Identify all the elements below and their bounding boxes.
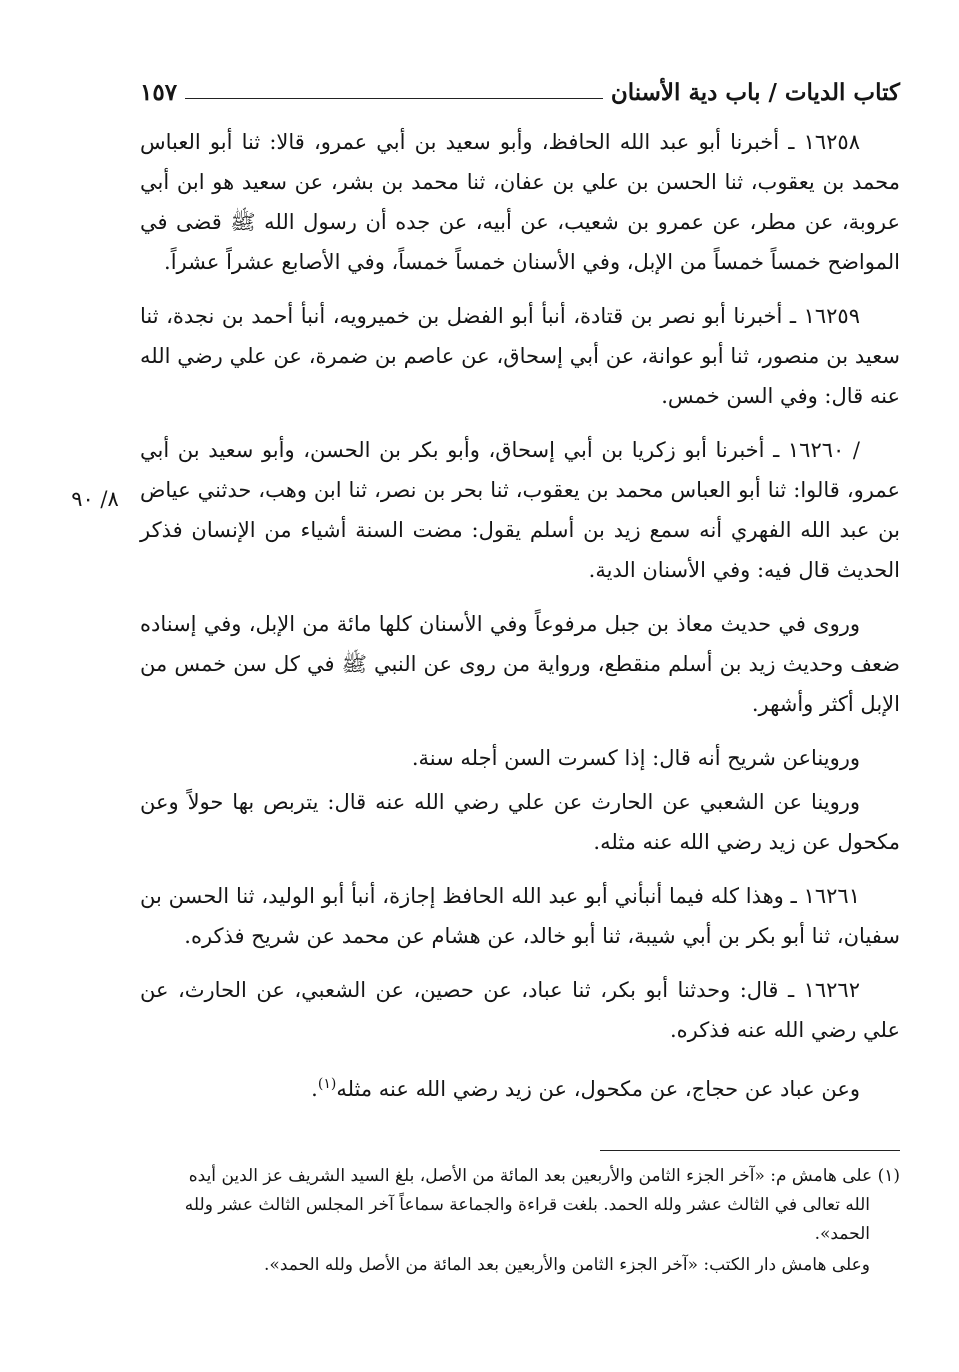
hadith-16259: ١٦٢٥٩ ـ أخبرنا أبو نصر بن قتادة، أنبأ أبو الفضل بن خميرويه، أنبأ أحمد بن نجدة، ثنا سعيد بن منصور، ثنا أبو عوانة، عن أبي إسحاق، عن عاصم بن ضمرة، عن علي رضي الله عنه قال: وفي السن خمس.: [140, 304, 900, 408]
hadith-16262: ١٦٢٦٢ ـ قال: وحدثنا أبو بكر، ثنا عباد، عن حصين، عن الشعبي، عن الحارث، عن علي رضي الله عنه فذكره.: [140, 978, 900, 1042]
hadith-16261: ١٦٢٦١ ـ وهذا كله فيما أنبأني أبو عبد الله الحافظ إجازة، أنبأ أبو الوليد، ثنا الحسن بن سفيان، ثنا أبو بكر بن أبي شيبة، ثنا أبو خالد، عن هشام عن محمد عن شريح فذكره.: [140, 884, 900, 948]
report-abbad-text: وعن عباد عن حجاج، عن مكحول، عن زيد رضي الله عنه مثله: [336, 1077, 860, 1101]
footnotes: [140, 1162, 900, 1280]
margin-reference: ٨/ ٩٠: [71, 487, 119, 511]
footnote-1-line-1: (١) على هامش م: «آخر الجزء الثامن والأربعين بعد المائة من الأصل، بلغ السيد الشريف عز الدين أيده: [188, 1166, 900, 1186]
hadith-16260: / ١٦٢٦٠ ـ أخبرنا أبو زكريا بن أبي إسحاق، وأبو بكر بن الحسن، وأبو سعيد بن أبي عمرو، قالوا: ثنا أبو العباس محمد بن يعقوب، ثنا بحر بن نصر، ثنا ابن وهب، حدثني عياض بن عبد الله الفهري أنه سمع زيد بن أسلم يقول: مضت السنة أشياء من الإنسان فذكر الحديث قال فيه: وفي الأسنان الدية.: [140, 438, 900, 582]
footnote-rule: [600, 1150, 900, 1151]
report-shurayh: ورويناعن شريح أنه قال: إذا كسرت السن أجله سنة.: [411, 746, 860, 770]
footnote-1-line-2: الله تعالى في الثالث عشر ولله الحمد. بلغت قراءة والجماعة سماعاً آخر المجلس الثالث عشر ولله: [184, 1195, 870, 1215]
main-text: [140, 122, 900, 1123]
report-shabi: وروينا عن الشعبي عن الحارث عن علي رضي الله عنه قال: يتربص بها حولاً وعن مكحول عن زيد رضي الله عنه مثله.: [140, 790, 900, 854]
hadith-16258: ١٦٢٥٨ ـ أخبرنا أبو عبد الله الحافظ، وأبو سعيد بن أبي عمرو، قالا: ثنا أبو العباس محمد بن يعقوب، ثنا الحسن بن علي بن عفان، ثنا محمد بن بشر، عن سعيد هو ابن أبي عروبة، عن مطر، عن عمرو بن شعيب، عن أبيه، عن جده أن رسول الله ﷺ قضى في المواضح خمساً خمساً من الإبل، وفي الأسنان خمساً خمساً، وفي الأصابع عشراً عشراً.: [140, 130, 900, 274]
commentary-muadh: وروى في حديث معاذ بن جبل مرفوعاً وفي الأسنان كلها مائة من الإبل، وفي إسناده ضعف وحديث زيد بن أسلم منقطع، ورواية من روى عن النبي ﷺ في كل سن خمس من الإبل أكثر وأشهر.: [140, 612, 900, 716]
chapter-title: كتاب الديات / باب دية الأسنان: [610, 79, 900, 106]
report-abbad-end: .: [311, 1077, 318, 1101]
footnote-marker: (١): [317, 1076, 337, 1092]
header-rule: [185, 98, 603, 99]
report-abbad: [140, 1064, 900, 1109]
running-header: [140, 68, 900, 108]
footnote-1-line-4: وعلى هامش دار الكتب: «آخر الجزء الثامن والأربعين بعد المائة من الأصل ولله الحمد».: [264, 1255, 870, 1275]
footnote-1-line-3: الحمد».: [814, 1224, 870, 1244]
page-number: ١٥٧: [140, 79, 178, 106]
